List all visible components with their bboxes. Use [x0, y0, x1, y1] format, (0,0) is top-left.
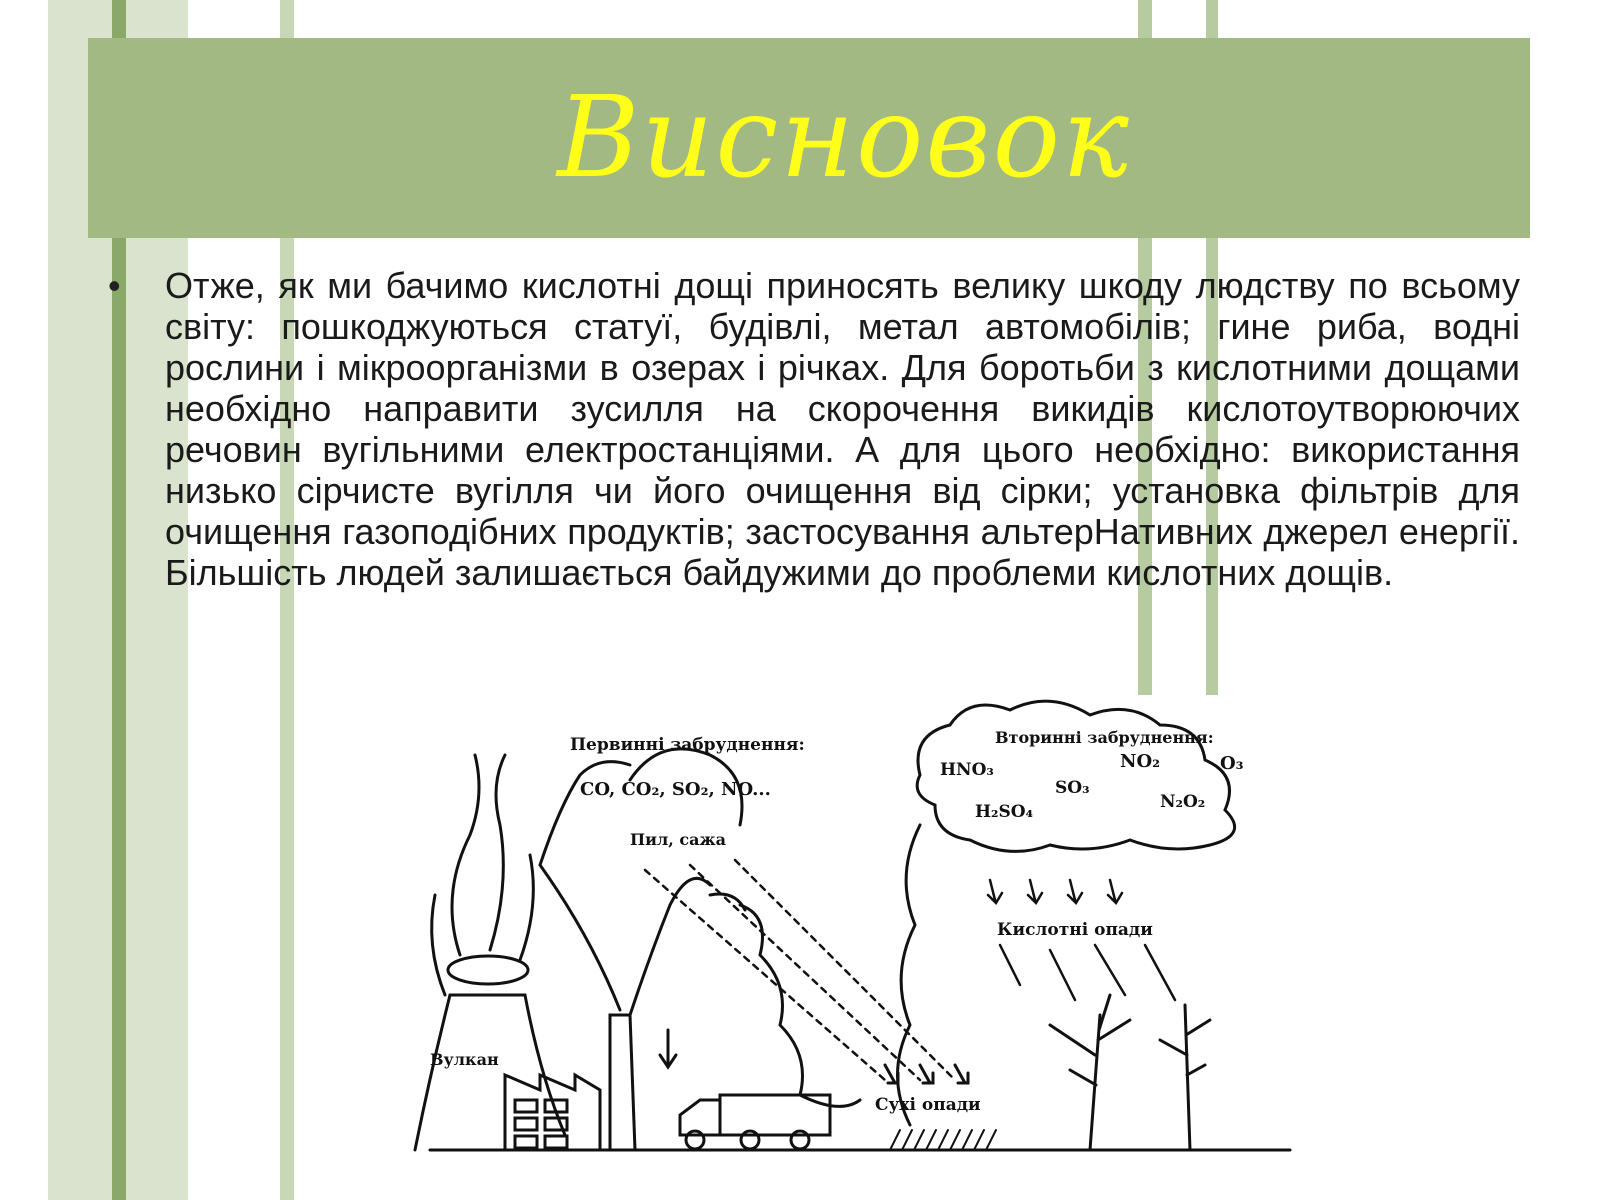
- factory-window: [515, 1100, 537, 1112]
- slide-title: Висновок: [557, 73, 1131, 203]
- dust-label: Пил, сажа: [630, 830, 727, 849]
- down-arrow-icon: [660, 1030, 676, 1067]
- no2-label: NO₂: [1120, 751, 1161, 772]
- volcano-label: Вулкан: [430, 1050, 499, 1069]
- dry-arrow-icon: [955, 1065, 968, 1083]
- volcano-smoke-2: [490, 755, 505, 950]
- acid-rain-diagram: [390, 695, 1350, 1200]
- factory-window: [545, 1136, 567, 1148]
- primary-pollution-list: CO, CO₂, SO₂, NO...: [580, 779, 771, 800]
- acid-precip-label: Кислотні опади: [997, 920, 1153, 940]
- title-band: [88, 38, 1530, 238]
- acid-rain-diagram-svg: [390, 695, 1350, 1200]
- dust-fallout-lines: [645, 860, 955, 1080]
- acid-rain-streaks: [1000, 945, 1175, 1000]
- n2o2-label: N₂O₂: [1160, 792, 1206, 812]
- factory-window: [515, 1118, 537, 1130]
- volcano-smoke-1: [452, 755, 479, 955]
- h2so4-label: H₂SO₄: [975, 802, 1034, 822]
- volcano-smoke-4: [432, 895, 445, 995]
- hno3-label: HNO₃: [940, 760, 994, 780]
- primary-pollution-title: Первинні забруднення:: [570, 735, 805, 755]
- exhaust-puff: [710, 894, 745, 910]
- chimney-smoke-2: [630, 878, 710, 1015]
- truck-cab: [680, 1100, 720, 1135]
- volcano-smoke-3: [520, 855, 533, 960]
- dry-precip-label: Сухі опади: [875, 1095, 981, 1115]
- rising-cloud-column: [898, 825, 921, 1125]
- dry-deposition-hatch: [890, 1130, 996, 1150]
- volcano-crater: [448, 956, 528, 984]
- volcano-shape: [415, 995, 565, 1150]
- acid-rain-arrows: [988, 880, 1122, 903]
- o3-label: O₃: [1220, 753, 1244, 774]
- bullet-marker: •: [108, 265, 121, 306]
- secondary-pollution-title: Вторинні забруднення:: [995, 728, 1214, 747]
- factory-window: [515, 1136, 537, 1148]
- chimney: [610, 1015, 635, 1150]
- dead-tree-1: [1050, 995, 1130, 1150]
- bullet-body-text: Отже, як ми бачимо кислотні дощі приносять велику шкоду людству по всьому світу: пошкоджуються статуї, будівлі, метал автомобілів; гине риба, водні рослини і мікроорганізми в озерах і річках. Для боротьби з кислотними дощами необхідно направити зусилля на скорочення викидів кислотоутворюючих речовин вугільними електростанціями. А для цього необхідно: використання низько сірчисте вугілля чи його очищення від сірки; установка фільтрів для очищення газоподібних продуктів; застосування альтерНативних джерел енергії. Більшість людей залишається байдужими до проблеми кислотних дощів.: [165, 265, 1520, 593]
- so3-label: SO₃: [1055, 778, 1090, 798]
- dry-arrow-icon: [920, 1065, 933, 1083]
- dead-tree-2: [1160, 1005, 1210, 1150]
